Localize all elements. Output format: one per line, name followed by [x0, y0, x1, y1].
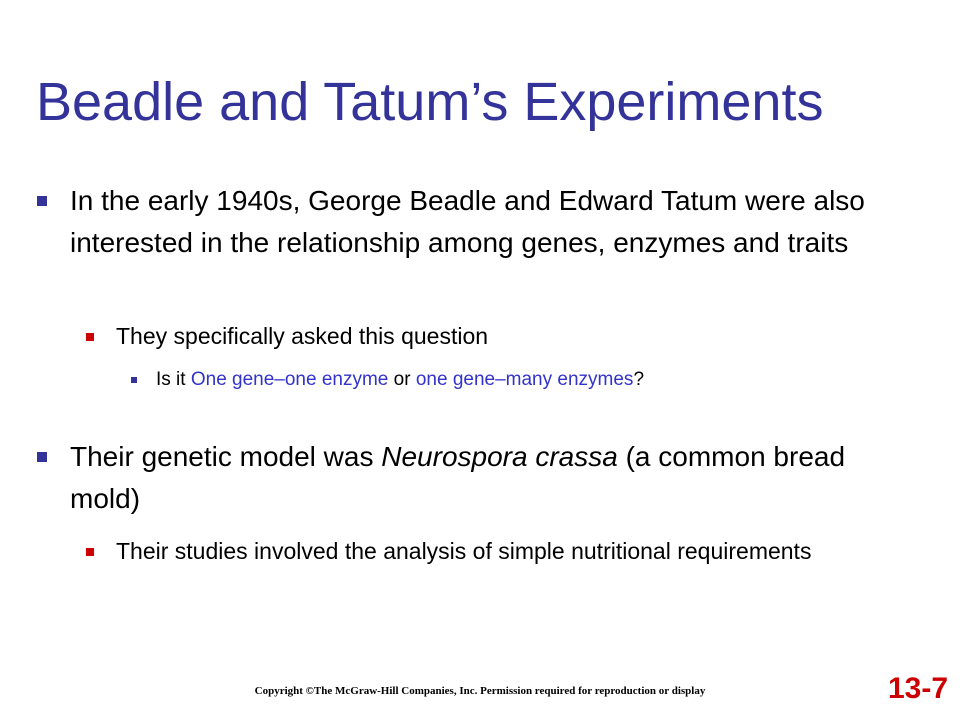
sub-sub-bullet-text	[156, 368, 916, 392]
sub-bullet-marker	[86, 333, 94, 341]
sub-bullet-text: Their studies involved the analysis of simple nutritional requirements	[116, 538, 812, 564]
option-one-gene-one-enzyme: One gene–one enzyme	[190, 369, 389, 390]
sub-sub-bullet-marker	[131, 377, 137, 383]
option-one-gene-many-enzymes: one gene–many enzymes	[415, 369, 634, 390]
question-prefix: Is it	[156, 369, 191, 390]
bullet-text-prefix: Their genetic model was	[70, 441, 382, 472]
slide-title: Beadle and Tatum’s Experiments	[36, 72, 824, 132]
bullet-marker	[37, 196, 47, 206]
organism-name: Neurospora crassa	[381, 441, 618, 472]
bullet-text-suffix: (a common bread mold)	[70, 441, 846, 514]
question-middle: or	[388, 369, 416, 390]
bullet-text: In the early 1940s, George Beadle and Edward Tatum were also interested in the relationship among genes, enzymes and traits	[70, 185, 865, 258]
sub-bullet-marker	[86, 548, 94, 556]
bullet-text	[70, 436, 900, 520]
sub-bullet-text: They specifically asked this question	[116, 323, 489, 349]
question-suffix: ?	[633, 369, 645, 390]
bullet-marker	[37, 452, 47, 462]
copyright-notice: Copyright ©The McGraw-Hill Companies, Inc. Permission required for reproduction or display	[254, 685, 706, 697]
slide-number: 13-7	[887, 672, 948, 705]
